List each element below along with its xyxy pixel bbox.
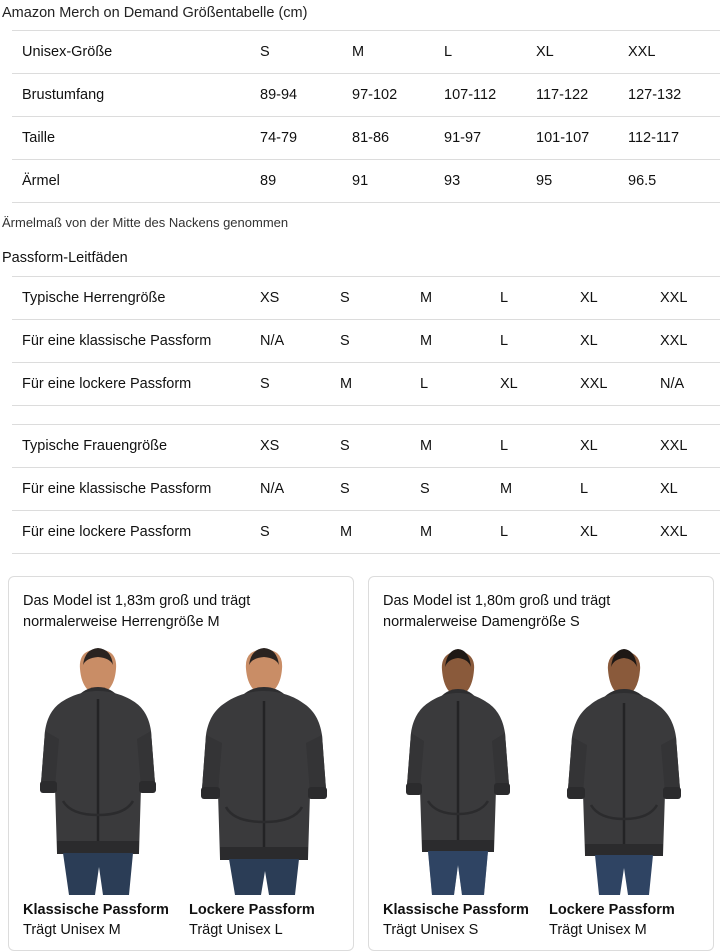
cell: XL: [580, 511, 660, 554]
cell: XS: [260, 425, 340, 468]
figure-fit-label: Klassische Passform: [23, 902, 169, 918]
row-label: Für eine klassische Passform: [12, 468, 260, 511]
model-card-women: [368, 576, 714, 951]
figure-wears-label: Trägt Unisex S: [383, 922, 479, 938]
cell: XXL: [660, 277, 720, 320]
figure-female-classic: [383, 643, 533, 940]
cell: 101-107: [536, 117, 628, 160]
cell: XL: [580, 320, 660, 363]
cell: XL: [500, 363, 580, 406]
table-row: [12, 277, 720, 320]
cell: XL: [580, 425, 660, 468]
cell: 127-132: [628, 74, 720, 117]
fit-guides-heading: Passform-Leitfäden: [2, 250, 128, 266]
row-label: Unisex-Größe: [12, 31, 260, 74]
cell: 91: [352, 160, 444, 203]
table-row: [12, 320, 720, 363]
cell: L: [500, 277, 580, 320]
cell: S: [260, 363, 340, 406]
cell: XS: [260, 277, 340, 320]
cell: L: [500, 425, 580, 468]
figure-row: [383, 643, 699, 940]
row-label: Typische Frauengröße: [12, 425, 260, 468]
cell: 95: [536, 160, 628, 203]
row-label: Für eine lockere Passform: [12, 511, 260, 554]
unisex-size-table: [12, 30, 720, 203]
figure-female-relaxed: [549, 643, 699, 940]
cell: M: [340, 363, 420, 406]
page-title: Amazon Merch on Demand Größentabelle (cm): [2, 5, 308, 21]
cell: 107-112: [444, 74, 536, 117]
cell: S: [260, 31, 352, 74]
cell: N/A: [660, 363, 720, 406]
cell: XL: [660, 468, 720, 511]
cell: 96.5: [628, 160, 720, 203]
cell: M: [340, 511, 420, 554]
figure-wears-label: Trägt Unisex L: [189, 922, 283, 938]
cell: 91-97: [444, 117, 536, 160]
cell: 81-86: [352, 117, 444, 160]
figure-wears-label: Trägt Unisex M: [23, 922, 121, 938]
table-row: [12, 160, 720, 203]
model-cards: [8, 576, 714, 951]
cell: L: [580, 468, 660, 511]
table-row: [12, 425, 720, 468]
row-label: Für eine klassische Passform: [12, 320, 260, 363]
model-caption: Das Model ist 1,83m groß und trägt normalerweise Herrengröße M: [23, 593, 251, 630]
cell: M: [352, 31, 444, 74]
cell: 112-117: [628, 117, 720, 160]
row-label: Für eine lockere Passform: [12, 363, 260, 406]
cell: 97-102: [352, 74, 444, 117]
cell: XXL: [660, 320, 720, 363]
cell: L: [444, 31, 536, 74]
cell: M: [500, 468, 580, 511]
cell: L: [500, 320, 580, 363]
table-row: [12, 117, 720, 160]
table-row: [12, 74, 720, 117]
male-hoodie-relaxed-icon: [189, 643, 339, 895]
cell: XL: [536, 31, 628, 74]
cell: XXL: [580, 363, 660, 406]
mens-fit-table: [12, 276, 720, 406]
cell: 89-94: [260, 74, 352, 117]
womens-fit-table: [12, 424, 720, 554]
row-label: Brustumfang: [12, 74, 260, 117]
cell: 74-79: [260, 117, 352, 160]
figure-wears-label: Trägt Unisex M: [549, 922, 647, 938]
cell: S: [420, 468, 500, 511]
male-hoodie-classic-icon: [23, 643, 173, 895]
cell: 117-122: [536, 74, 628, 117]
cell: 89: [260, 160, 352, 203]
cell: N/A: [260, 468, 340, 511]
table-row: [12, 511, 720, 554]
figure-row: [23, 643, 339, 940]
cell: M: [420, 320, 500, 363]
cell: 93: [444, 160, 536, 203]
cell: S: [340, 425, 420, 468]
cell: S: [340, 320, 420, 363]
table-row: [12, 31, 720, 74]
cell: M: [420, 277, 500, 320]
model-card-men: [8, 576, 354, 951]
cell: S: [340, 468, 420, 511]
table-row: [12, 468, 720, 511]
cell: L: [500, 511, 580, 554]
cell: XXL: [660, 425, 720, 468]
figure-fit-label: Lockere Passform: [189, 902, 315, 918]
row-label: Taille: [12, 117, 260, 160]
model-caption: Das Model ist 1,80m groß und trägt normalerweise Damengröße S: [383, 593, 611, 630]
figure-fit-label: Klassische Passform: [383, 902, 529, 918]
female-hoodie-classic-icon: [383, 643, 533, 895]
cell: XXL: [628, 31, 720, 74]
female-hoodie-relaxed-icon: [549, 643, 699, 895]
table-spacer: [0, 406, 720, 424]
cell: S: [340, 277, 420, 320]
row-label: Ärmel: [12, 160, 260, 203]
cell: N/A: [260, 320, 340, 363]
sleeve-note: Ärmelmaß von der Mitte des Nackens genommen: [2, 215, 289, 230]
cell: S: [260, 511, 340, 554]
cell: M: [420, 425, 500, 468]
cell: XXL: [660, 511, 720, 554]
cell: L: [420, 363, 500, 406]
figure-fit-label: Lockere Passform: [549, 902, 675, 918]
figure-male-relaxed: [189, 643, 339, 940]
cell: M: [420, 511, 500, 554]
row-label: Typische Herrengröße: [12, 277, 260, 320]
figure-male-classic: [23, 643, 173, 940]
table-row: [12, 363, 720, 406]
cell: XL: [580, 277, 660, 320]
